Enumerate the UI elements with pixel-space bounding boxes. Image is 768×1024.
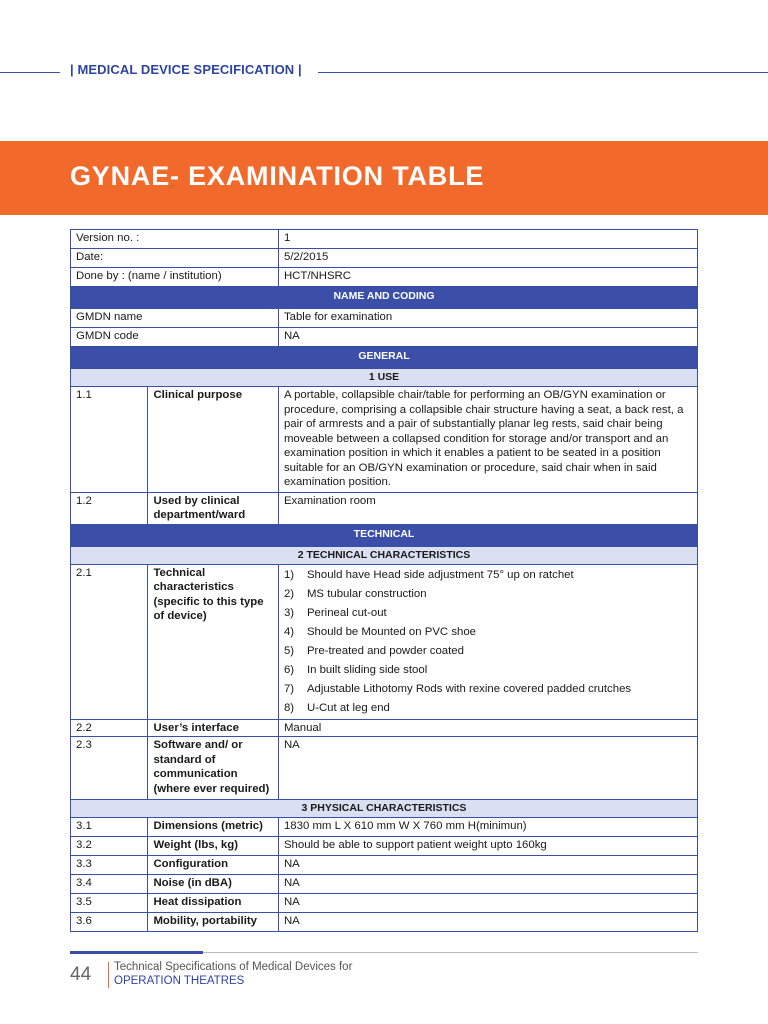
row-label: Used by clinical department/ward	[148, 492, 279, 524]
row-label: User’s interface	[148, 719, 279, 737]
header-rule-left	[0, 72, 60, 73]
table-row	[71, 564, 698, 719]
row-number: 3.5	[71, 894, 148, 913]
row-number: 3.1	[71, 818, 148, 837]
row-number: 2.2	[71, 719, 148, 737]
list-item-text: Should have Head side adjustment 75° up on ratchet	[306, 568, 574, 581]
table-row	[71, 387, 698, 493]
section-header-row	[71, 287, 698, 309]
row-number: 2.1	[71, 564, 148, 719]
row-number: 3.6	[71, 913, 148, 932]
list-item-text: U-Cut at leg end	[306, 701, 390, 714]
section-header-general: GENERAL	[71, 347, 698, 369]
list-item	[284, 642, 692, 661]
list-item	[284, 566, 692, 585]
list-item-number: 7)	[283, 682, 295, 695]
table-row	[71, 230, 698, 249]
footer-publication-subtitle: OPERATION THEATRES	[114, 975, 245, 987]
list-item-number: 6)	[283, 663, 295, 676]
row-number: 3.3	[71, 856, 148, 875]
list-item-text: MS tubular construction	[306, 587, 427, 600]
row-number: 1.2	[71, 492, 148, 524]
section-label: | MEDICAL DEVICE SPECIFICATION |	[70, 62, 302, 77]
row-label: GMDN code	[71, 328, 279, 347]
table-row	[71, 818, 698, 837]
list-item	[284, 661, 692, 680]
row-label: Heat dissipation	[148, 894, 279, 913]
list-item-number: 4)	[283, 625, 295, 638]
section-header-name-and-coding: NAME AND CODING	[71, 287, 698, 309]
row-label: Mobility, portability	[148, 913, 279, 932]
footer-publication-title: Technical Specifications of Medical Devices for	[114, 961, 353, 973]
list-item-number: 8)	[283, 701, 295, 714]
page-title: GYNAE- EXAMINATION TABLE	[70, 161, 485, 191]
row-label: Software and/ or standard of communication (where ever required)	[148, 737, 279, 800]
list-item-text: Perineal cut-out	[306, 606, 387, 619]
subsection-header-technical-characteristics: 2 TECHNICAL CHARACTERISTICS	[71, 546, 698, 564]
list-item	[284, 680, 692, 699]
characteristics-list	[278, 564, 697, 719]
list-item	[284, 585, 692, 604]
row-value: NA	[278, 737, 697, 800]
list-item	[284, 623, 692, 642]
list-item	[284, 604, 692, 623]
list-item-text: Should be Mounted on PVC shoe	[306, 625, 477, 638]
page-number: 44	[70, 964, 92, 985]
table-row	[71, 894, 698, 913]
row-label: GMDN name	[71, 309, 279, 328]
meta-value: 1	[278, 230, 697, 249]
row-label: Technical characteristics (specific to this type of device)	[148, 564, 279, 719]
subsection-header-row	[71, 800, 698, 818]
meta-label: Date:	[71, 249, 279, 268]
subsection-header-physical-characteristics: 3 PHYSICAL CHARACTERISTICS	[71, 800, 698, 818]
row-label: Weight (lbs, kg)	[148, 837, 279, 856]
footer-accent-bar	[70, 951, 203, 954]
list-item-number: 2)	[283, 587, 295, 600]
row-label: Dimensions (metric)	[148, 818, 279, 837]
title-banner	[0, 141, 768, 215]
meta-label: Version no. :	[71, 230, 279, 249]
list-item-number: 1)	[283, 568, 295, 581]
row-label: Noise (in dBA)	[148, 875, 279, 894]
spec-table	[70, 229, 698, 932]
table-row	[71, 719, 698, 737]
table-row	[71, 913, 698, 932]
table-row	[71, 309, 698, 328]
row-value: Should be able to support patient weight upto 160kg	[278, 837, 697, 856]
table-row	[71, 875, 698, 894]
list-item-number: 3)	[283, 606, 295, 619]
row-value: NA	[278, 856, 697, 875]
table-row	[71, 328, 698, 347]
row-value: A portable, collapsible chair/table for performing an OB/GYN examination or procedure, comprising a collapsible chair structure having a seat, a back rest, a pair of armrests and a pair of substantially planar leg rests, said chair being moveable between a collapsed condition for storage and/or transport and an examination position in which it enables a patient to be seated in a position suitable for an OB/GYN examination or procedure, said chair when in said examination position.	[278, 387, 697, 493]
header-rule-right	[318, 72, 768, 73]
meta-value: HCT/NHSRC	[278, 268, 697, 287]
list-item-text: In built sliding side stool	[306, 663, 428, 676]
row-value: NA	[278, 894, 697, 913]
table-row	[71, 737, 698, 800]
row-label: Configuration	[148, 856, 279, 875]
row-value: Table for examination	[278, 309, 697, 328]
row-number: 3.2	[71, 837, 148, 856]
row-value: Manual	[278, 719, 697, 737]
list-item	[284, 699, 692, 718]
row-number: 3.4	[71, 875, 148, 894]
list-item-number: 5)	[283, 644, 295, 657]
row-label: Clinical purpose	[148, 387, 279, 493]
list-item-text: Adjustable Lithotomy Rods with rexine covered padded crutches	[306, 682, 632, 695]
row-number: 1.1	[71, 387, 148, 493]
meta-value: 5/2/2015	[278, 249, 697, 268]
subsection-header-row	[71, 369, 698, 387]
subsection-header-use: 1 USE	[71, 369, 698, 387]
table-row	[71, 249, 698, 268]
section-header-row	[71, 524, 698, 546]
subsection-header-row	[71, 546, 698, 564]
row-value: 1830 mm L X 610 mm W X 760 mm H(minimun)	[278, 818, 697, 837]
meta-label: Done by : (name / institution)	[71, 268, 279, 287]
row-value: Examination room	[278, 492, 697, 524]
footer-separator	[108, 962, 109, 988]
section-header-row	[71, 347, 698, 369]
row-value: NA	[278, 913, 697, 932]
section-header-technical: TECHNICAL	[71, 524, 698, 546]
table-row	[71, 492, 698, 524]
row-value: NA	[278, 328, 697, 347]
table-row	[71, 268, 698, 287]
table-row	[71, 856, 698, 875]
row-value: NA	[278, 875, 697, 894]
list-item-text: Pre-treated and powder coated	[306, 644, 464, 657]
row-number: 2.3	[71, 737, 148, 800]
table-row	[71, 837, 698, 856]
